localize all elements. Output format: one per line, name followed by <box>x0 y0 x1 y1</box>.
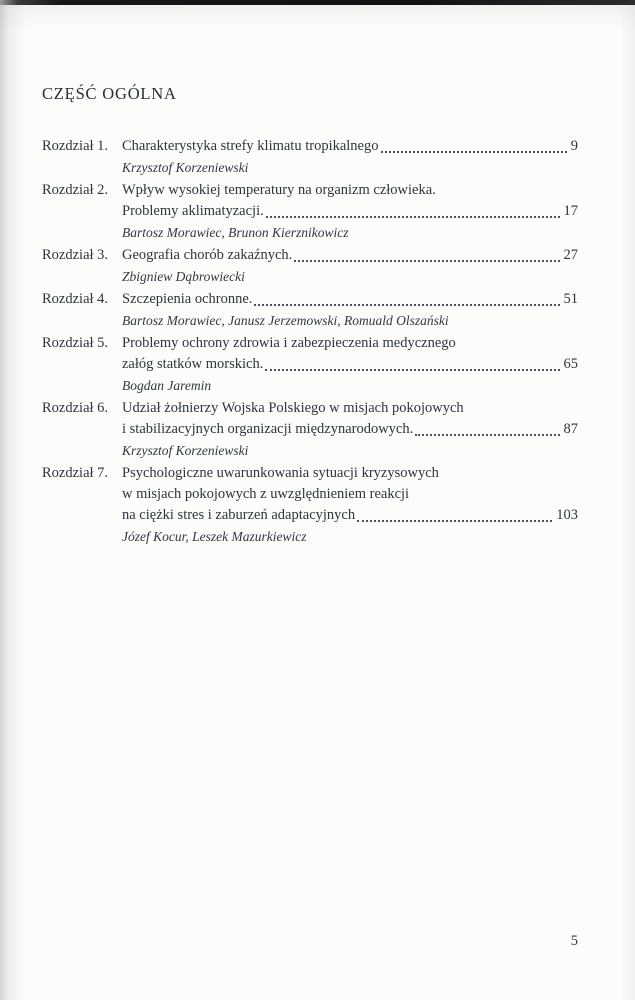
chapter-title-line: Wpływ wysokiej temperatury na organizm człowieka. <box>122 182 436 198</box>
dot-leader <box>254 304 559 306</box>
chapter-title-block <box>122 463 578 547</box>
chapter-title-line <box>122 289 578 310</box>
chapter-title-line <box>122 505 578 526</box>
chapter-authors: Krzysztof Korzeniewski <box>122 443 249 458</box>
chapter-authors: Krzysztof Korzeniewski <box>122 160 249 175</box>
dot-leader <box>415 434 559 436</box>
chapter-label: Rozdział 6. <box>42 400 109 416</box>
chapter-page-number: 87 <box>563 421 578 437</box>
chapter-title-line <box>122 201 578 222</box>
chapter-authors: Bogdan Jaremin <box>122 378 212 393</box>
chapter-authors: Zbigniew Dąbrowiecki <box>122 269 245 284</box>
chapter-page-number: 27 <box>563 247 578 263</box>
chapter-title-line: Udział żołnierzy Wojska Polskiego w misjach pokojowych <box>122 400 464 416</box>
chapter-title-block <box>122 245 578 287</box>
chapter-page-number: 51 <box>563 291 578 307</box>
chapter-title-block <box>122 333 578 396</box>
toc-entry <box>42 398 578 461</box>
dot-leader <box>265 369 559 371</box>
chapter-title-text: Problemy aklimatyzacji. <box>122 203 264 219</box>
chapter-title-line <box>122 354 578 375</box>
chapter-title-text: Szczepienia ochronne. <box>122 291 253 307</box>
page-number-folio: 5 <box>570 933 578 949</box>
chapter-title-line <box>122 136 578 157</box>
chapter-title-text: na ciężki stres i zaburzeń adaptacyjnych <box>122 507 356 523</box>
chapter-label: Rozdział 5. <box>42 335 109 351</box>
chapter-title-block <box>122 136 578 178</box>
chapter-title-text: i stabilizacyjnych organizacji międzynarodowych. <box>122 421 414 437</box>
chapter-title-text: Charakterystyka strefy klimatu tropikalnego <box>122 138 379 154</box>
chapter-label: Rozdział 1. <box>42 138 109 154</box>
scan-edge-artifact <box>0 0 635 5</box>
chapter-label: Rozdział 4. <box>42 291 109 307</box>
toc-entry <box>42 136 578 178</box>
chapter-title-line <box>122 245 578 266</box>
toc-entry <box>42 333 578 396</box>
section-heading: CZĘŚĆ OGÓLNA <box>42 84 177 103</box>
chapter-title-text: Geografia chorób zakaźnych. <box>122 247 293 263</box>
chapter-title-line: Psychologiczne uwarunkowania sytuacji kryzysowych <box>122 465 439 481</box>
chapter-authors: Bartosz Morawiec, Brunon Kierznikowicz <box>122 225 349 240</box>
chapter-label: Rozdział 3. <box>42 247 109 263</box>
chapter-title-block <box>122 289 578 331</box>
chapter-title-line: w misjach pokojowych z uwzględnieniem reakcji <box>122 486 410 502</box>
chapter-page-number: 65 <box>563 356 578 372</box>
dot-leader <box>357 520 552 522</box>
chapter-authors: Bartosz Morawiec, Janusz Jerzemowski, Romuald Olszański <box>122 313 449 328</box>
chapter-title-text: załóg statków morskich. <box>122 356 264 372</box>
chapter-title-line: Problemy ochrony zdrowia i zabezpieczenia medycznego <box>122 335 456 351</box>
toc-entry <box>42 180 578 243</box>
chapter-page-number: 103 <box>556 507 578 523</box>
toc-entry <box>42 289 578 331</box>
toc-list <box>42 136 578 549</box>
dot-leader <box>266 216 560 218</box>
chapter-title-block <box>122 398 578 461</box>
chapter-page-number: 17 <box>563 203 578 219</box>
chapter-title-block <box>122 180 578 243</box>
chapter-title-line <box>122 419 578 440</box>
dot-leader <box>294 260 559 262</box>
dot-leader <box>381 151 567 153</box>
chapter-label: Rozdział 2. <box>42 182 109 198</box>
chapter-authors: Józef Kocur, Leszek Mazurkiewicz <box>122 529 307 544</box>
toc-entry <box>42 463 578 547</box>
toc-entry <box>42 245 578 287</box>
chapter-page-number: 9 <box>570 138 578 154</box>
chapter-label: Rozdział 7. <box>42 465 109 481</box>
